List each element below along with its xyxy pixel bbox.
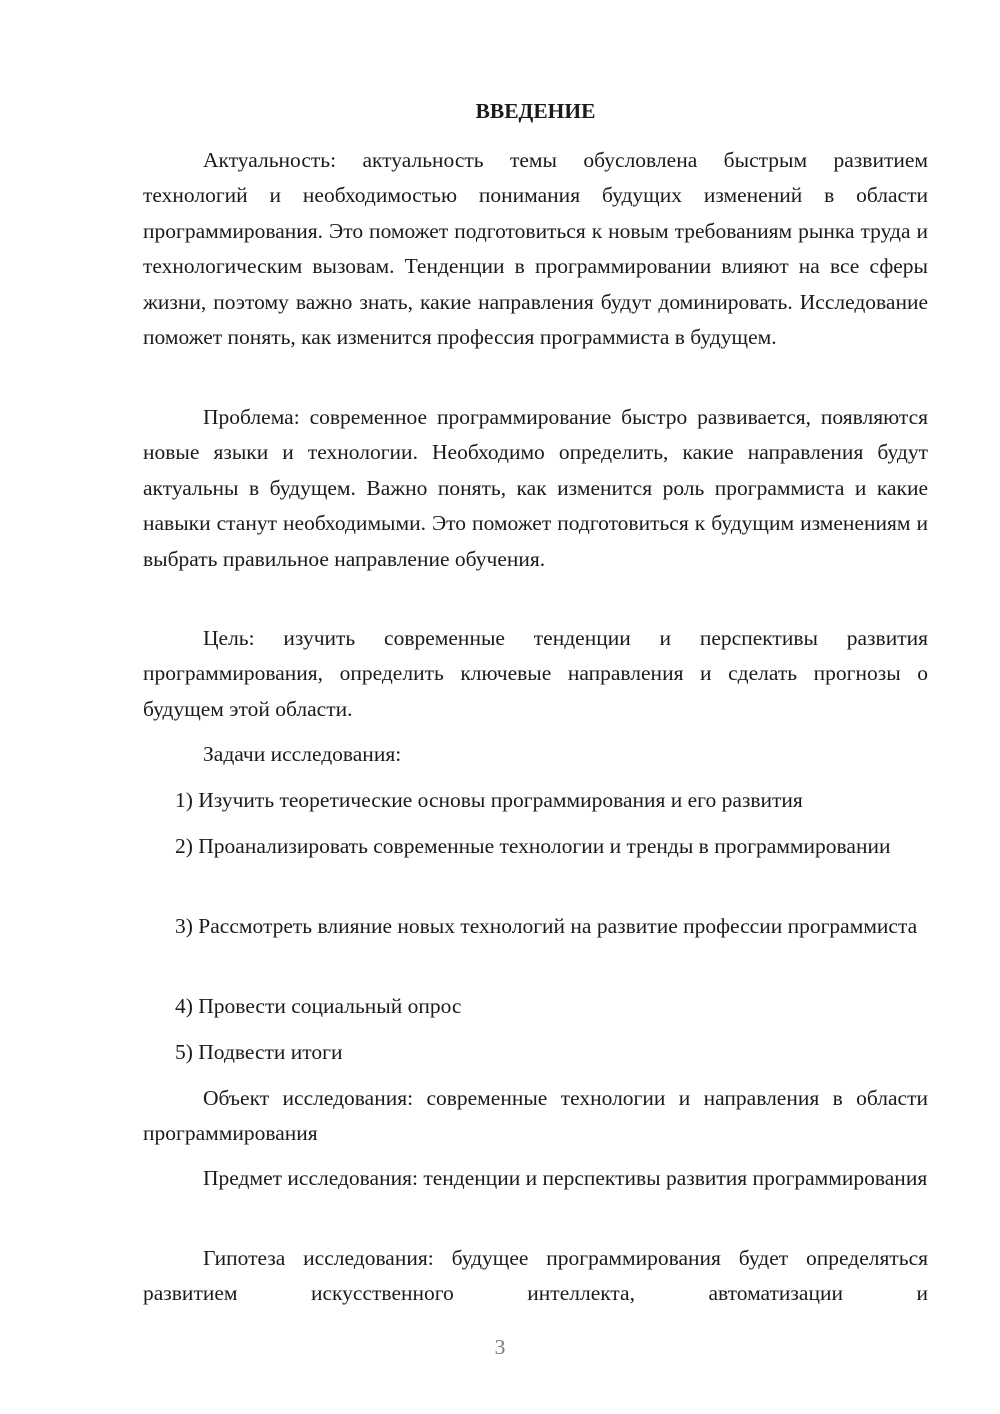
paragraph-tasks-heading: Задачи исследования: (203, 742, 402, 766)
paragraph-object: Объект исследования: современные технологии и направления в области программирования (143, 1086, 928, 1146)
page-title: ВВЕДЕНИЕ (475, 99, 596, 123)
paragraph-problem: Проблема: современное программирование быстро развивается, появляются новые языки и технологии. Необходимо определить, какие направления будут актуальны в будущем. Важно понять, как изменится роль программиста и какие навыки станут необходимыми. Это поможет подготовиться к будущим изменениям и выбрать правильное направление обучения. (143, 405, 928, 571)
task-item-2: 2) Проанализировать современные технологии и тренды в программировании (175, 834, 891, 858)
task-item-4: 4) Провести социальный опрос (175, 994, 462, 1018)
page-number: 3 (494, 1335, 506, 1359)
paragraph-hypothesis: Гипотеза исследования: будущее программирования будет определяться развитием искусственного интеллекта, автоматизации и (143, 1246, 928, 1306)
task-item-5: 5) Подвести итоги (175, 1040, 343, 1064)
paragraph-goal: Цель: изучить современные тенденции и перспективы развития программирования, определить ключевые направления и сделать прогнозы о будущем этой области. (143, 626, 928, 721)
task-item-1: 1) Изучить теоретические основы программирования и его развития (175, 788, 803, 812)
paragraph-relevance: Актуальность: актуальность темы обусловлена быстрым развитием технологий и необходимостью понимания будущих изменений в области программирования. Это поможет подготовиться к новым требованиям рынка труда и технологическим вызовам. Тенденции в программировании влияют на все сферы жизни, поэтому важно знать, какие направления будут доминировать. Исследование поможет понять, как изменится профессия программиста в будущем. (143, 148, 928, 350)
paragraph-subject: Предмет исследования: тенденции и перспективы развития программирования (203, 1166, 928, 1190)
task-item-3: 3) Рассмотреть влияние новых технологий на развитие профессии программиста (175, 914, 918, 938)
